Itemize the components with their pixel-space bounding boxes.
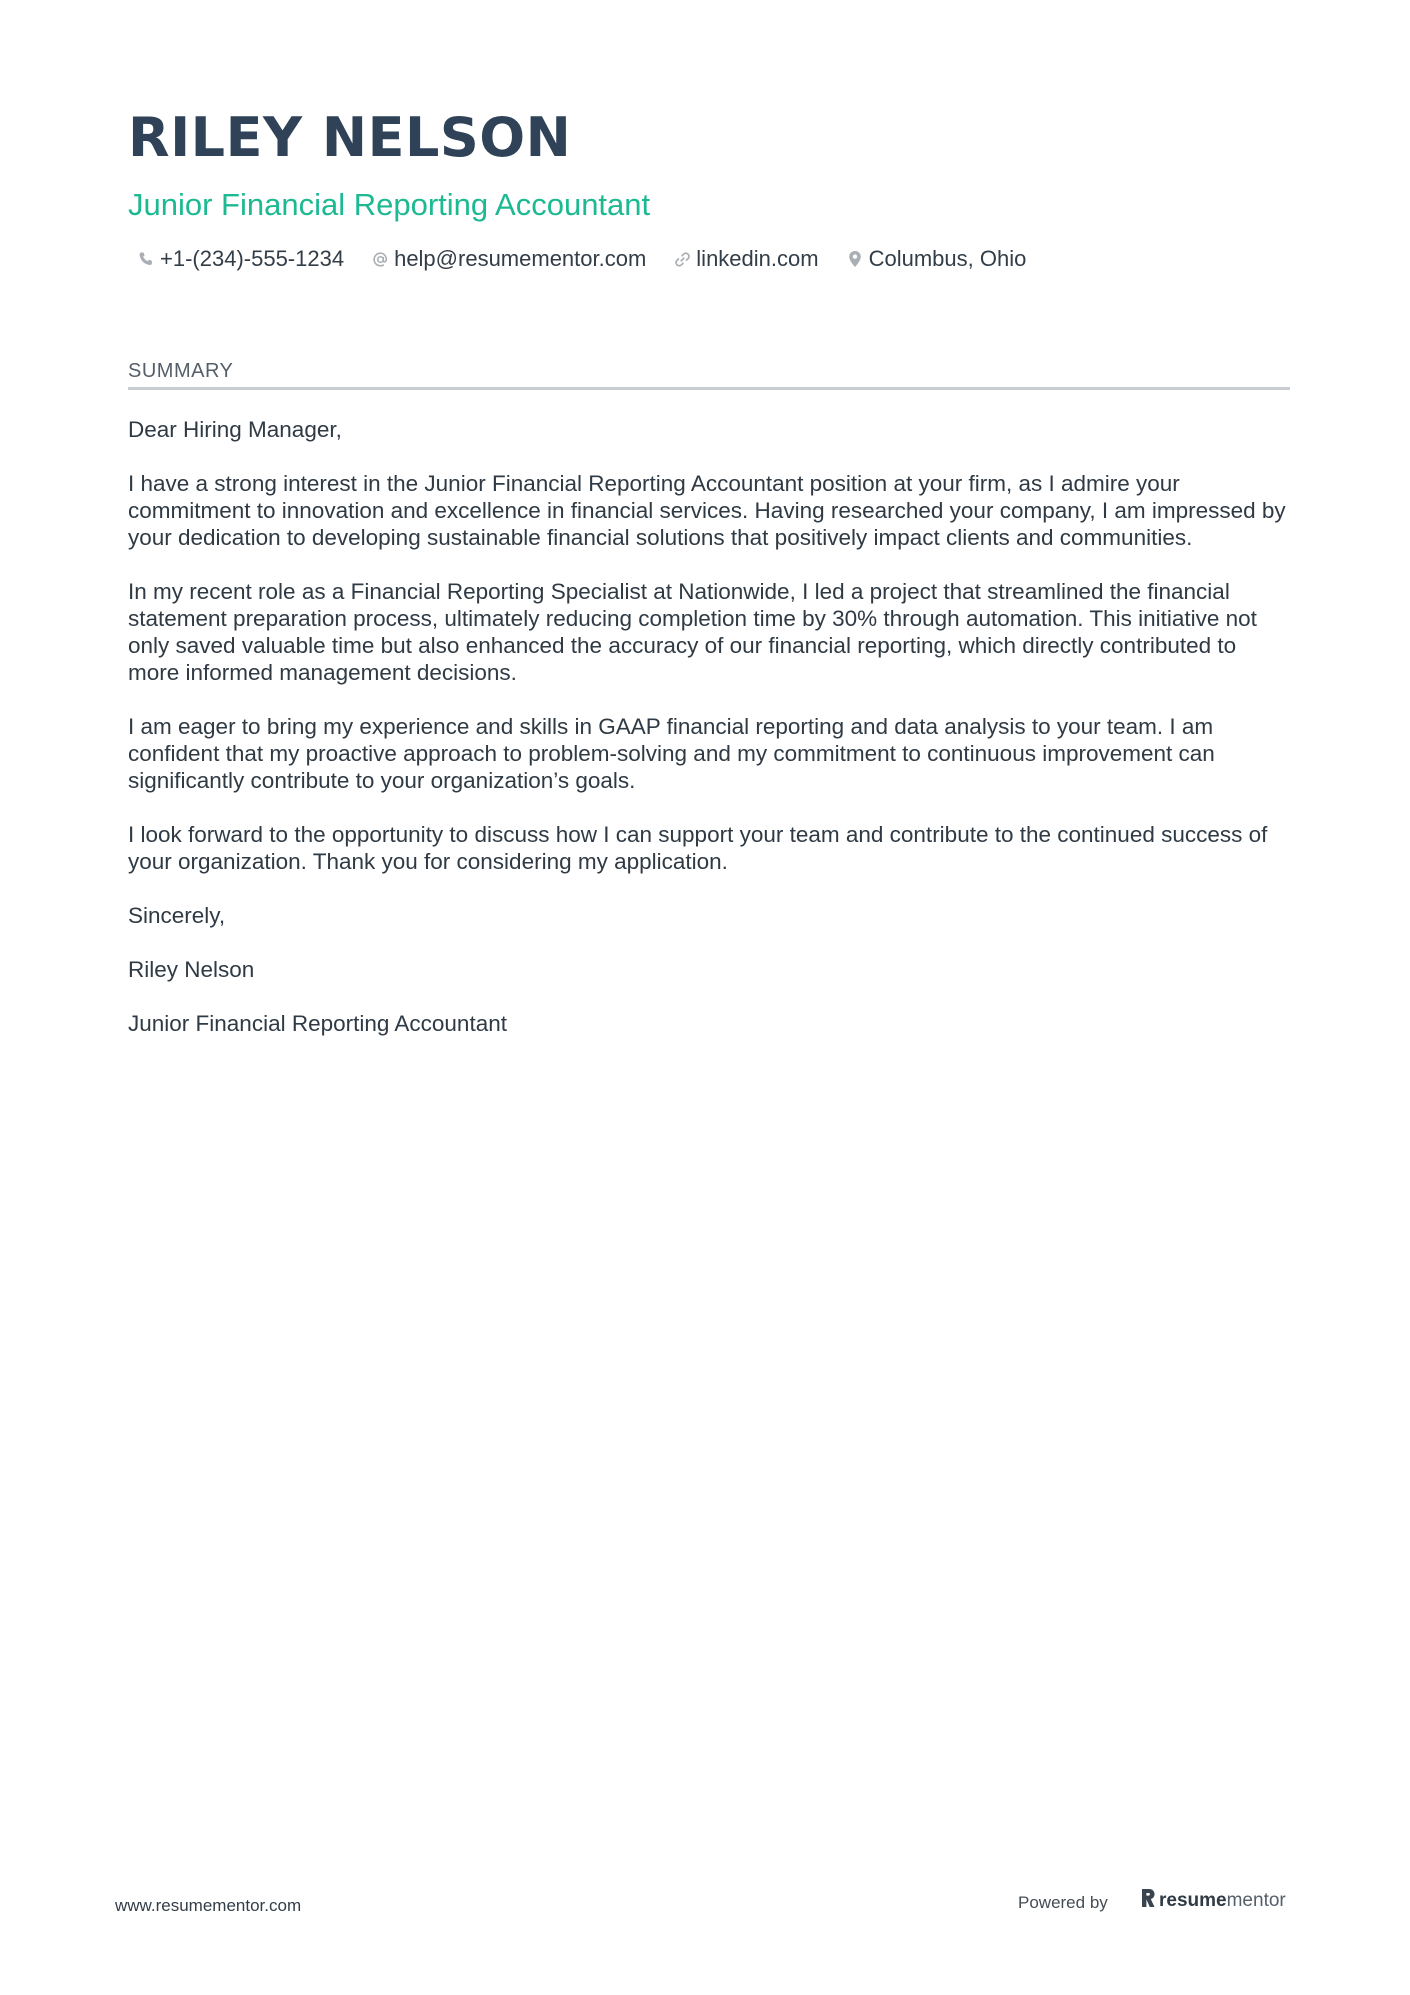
letter-body (128, 416, 1293, 1064)
footer-website-link[interactable]: www.resumementor.com (115, 1896, 302, 1915)
letter-paragraph: I have a strong interest in the Junior Financial Reporting Accountant position at your firm, as I admire your commitment to innovation and excellence in financial services. Having researched your company, I am impressed by your dedication to developing sustainable financial solutions that positively impact clients and communities. (128, 471, 1286, 550)
section-heading-summary: SUMMARY (128, 360, 1290, 390)
map-pin-icon (845, 249, 865, 269)
phone-text: +1-(234)-555-1234 (160, 246, 345, 271)
at-icon (370, 249, 390, 269)
letter-paragraph: I look forward to the opportunity to discuss how I can support your team and contribute to the continued success of your organization. Thank you for considering my application. (128, 822, 1268, 874)
brand-name-light: mentor (1226, 1890, 1286, 1911)
signature-title: Junior Financial Reporting Accountant (128, 1011, 507, 1036)
contact-email (370, 246, 646, 272)
brand-logo[interactable] (1140, 1888, 1286, 1914)
salutation: Dear Hiring Manager, (128, 417, 342, 442)
brand-name-bold: resume (1159, 1890, 1227, 1911)
powered-by-label: Powered by (1018, 1893, 1108, 1912)
location-text: Columbus, Ohio (868, 246, 1027, 271)
job-title: Junior Financial Reporting Accountant (128, 187, 651, 222)
signature-name: Riley Nelson (128, 957, 255, 982)
email-text: help@resumementor.com (394, 246, 647, 271)
contact-row (136, 246, 1052, 272)
letter-paragraph: In my recent role as a Financial Reporting Specialist at Nationwide, I led a project that streamlined the financial statement preparation process, ultimately reducing completion time by 30% through automation. This initiative not only saved valuable time but also enhanced the accuracy of our financial reporting, which directly contributed to more informed management decisions. (128, 579, 1257, 685)
contact-location (845, 246, 1027, 272)
contact-website (672, 246, 818, 272)
closing: Sincerely, (128, 903, 226, 928)
letter-paragraph: I am eager to bring my experience and skills in GAAP financial reporting and data analysis to your team. I am confident that my proactive approach to problem-solving and my commitment to continuous improvement can significantly contribute to your organization’s goals. (128, 714, 1215, 793)
resumementor-logo-icon (1140, 1888, 1156, 1914)
phone-icon (136, 249, 156, 269)
candidate-name: RILEY NELSON (128, 106, 572, 169)
contact-phone (136, 246, 344, 272)
link-icon (672, 249, 692, 269)
website-text: linkedin.com (696, 246, 819, 271)
